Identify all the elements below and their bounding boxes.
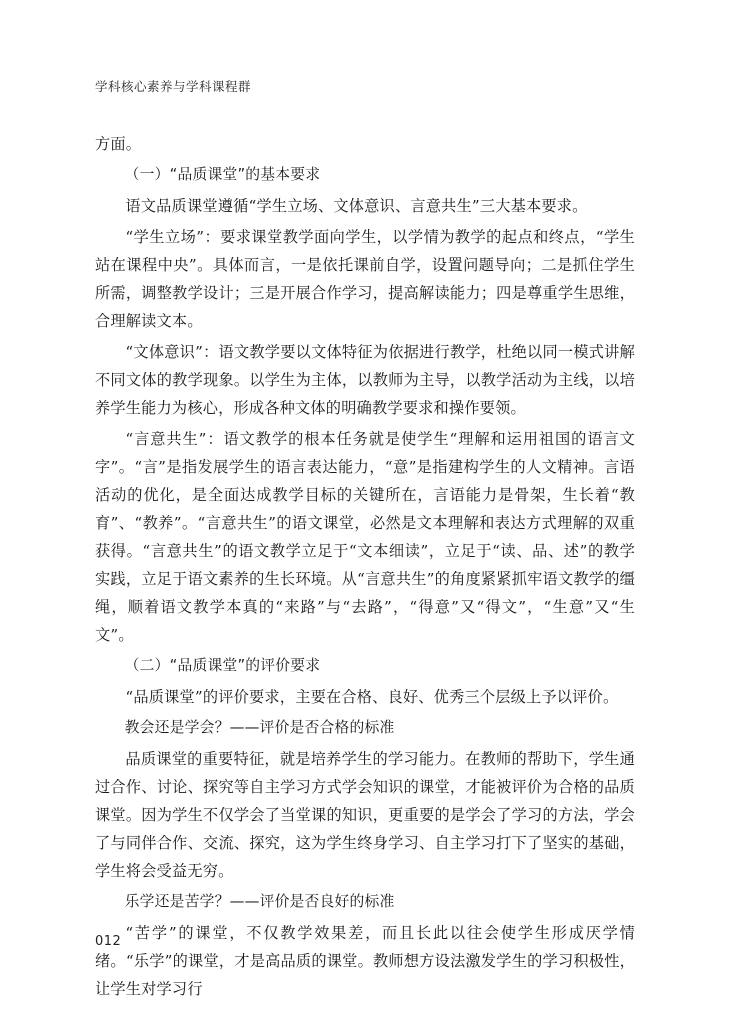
paragraph-genre-awareness: “文体意识”：语文教学要以文体特征为依据进行教学，杜绝以同一模式讲解不同文体的教学现象。以学生为主体，以教师为主导，以教学活动为主线，以培养学生能力为核心，形成各种文体的明确教学要求和操作要领。 xyxy=(95,343,635,417)
section-heading-2: （二）“品质课堂”的评价要求 xyxy=(124,657,321,674)
subheading-qualified: 教会还是学会？——评价是否合格的标准 xyxy=(124,719,395,736)
paragraph-good: “苦学”的课堂，不仅教学效果差，而且长此以往会使学生形成厌学情绪。“乐学”的课堂，才是高品质的课堂。教师想方设法激发学生的学习积极性，让学生对学习行 xyxy=(95,924,635,998)
page-body xyxy=(95,130,635,1006)
running-header: 学科核心素养与学科课程群 xyxy=(95,79,252,94)
page-number: 012 xyxy=(95,934,122,949)
paragraph-evaluation-intro: “品质课堂”的评价要求，主要在合格、良好、优秀三个层级上予以评价。 xyxy=(125,688,619,706)
paragraph-language-meaning: “言意共生”：语文教学的根本任务就是使学生“理解和运用祖国的语言文字”。“言”是指发展学生的语言表达能力，“意”是指建构学生的人文精神。言语活动的优化，是全面达成教学目标的关键所在，言语能力是骨架，生长着“教育”、“教养”。“言意共生”的语文课堂，必然是文本理解和表达方式理解的双重获得。“言意共生”的语文教学立足于“文本细读”，立足于“读、品、述”的教学实践，立足于语文素养的生长环境。从“言意共生”的角度紧紧抓牢语文教学的缰绳，顺着语文教学本真的“来路”与“去路”，“得意”又“得文”，“生意”又“生文”。 xyxy=(95,430,635,644)
subheading-good: 乐学还是苦学？——评价是否良好的标准 xyxy=(124,893,395,910)
paragraph-intro: 语文品质课堂遵循“学生立场、文体意识、言意共生”三大基本要求。 xyxy=(125,197,588,215)
paragraph-continuation: 方面。 xyxy=(95,135,142,153)
paragraph-student-stance: “学生立场”：要求课堂教学面向学生，以学情为教学的起点和终点，“学生站在课程中央”。具体而言，一是依托课前自学，设置问题导向；二是抓住学生所需，调整教学设计；三是开展合作学习，提高解读能力；四是尊重学生思维，合理解读文本。 xyxy=(95,228,635,330)
section-heading-1: （一）“品质课堂”的基本要求 xyxy=(124,166,321,183)
paragraph-qualified: 品质课堂的重要特征，就是培养学生的学习能力。在教师的帮助下，学生通过合作、讨论、探究等自主学习方式学会知识的课堂，才能被评价为合格的品质课堂。因为学生不仅学会了当堂课的知识，更重要的是学会了学习的方法，学会了与同伴合作、交流、探究，这为学生终身学习、自主学习打下了坚实的基础，学生将会受益无穷。 xyxy=(95,750,635,880)
